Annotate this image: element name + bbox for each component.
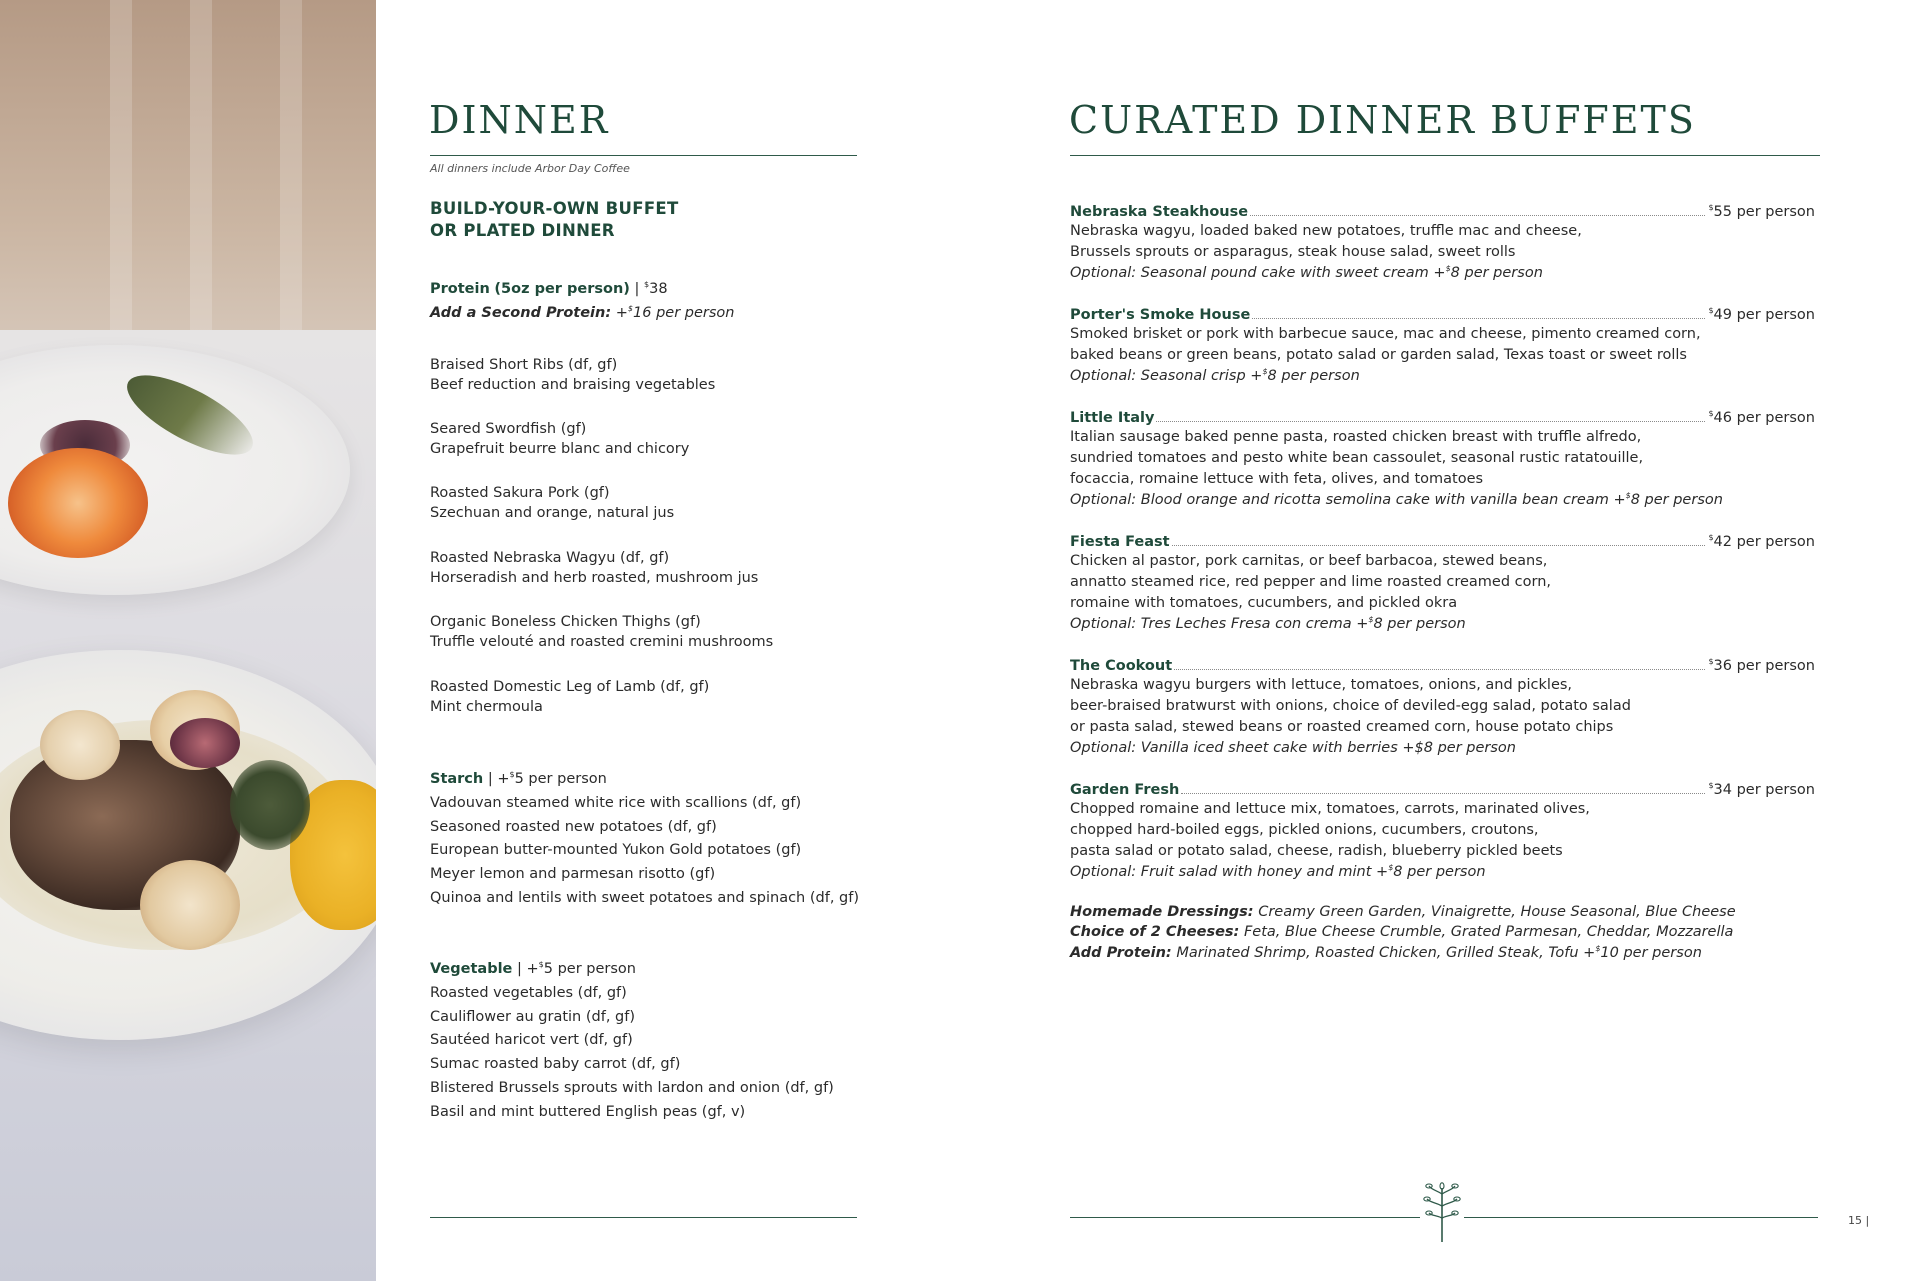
leader-dots xyxy=(1181,793,1705,794)
vegetable-label: Vegetable xyxy=(430,961,513,977)
buffet-description-line: or pasta salad, stewed beans or roasted creamed corn, house potato chips xyxy=(1070,719,1614,735)
buffet-name: Fiesta Feast xyxy=(1070,534,1170,550)
leader-dots xyxy=(1174,669,1705,670)
separator: | xyxy=(517,961,522,977)
heading-rule xyxy=(1070,155,1820,156)
buffet-optional-line xyxy=(1070,738,1516,760)
buffet-description-line: sundried tomatoes and pesto white bean cassoulet, seasonal rustic ratatouille, xyxy=(1070,450,1644,466)
build-title-line-1: BUILD-YOUR-OWN BUFFET xyxy=(430,199,679,218)
buffet-price-value: 49 per person xyxy=(1713,307,1815,323)
buffet-description-line: beer-braised bratwurst with onions, choice of deviled-egg salad, potato salad xyxy=(1070,698,1631,714)
protein-item-desc: Szechuan and orange, natural jus xyxy=(430,505,675,521)
second-protein-price: 16 per person xyxy=(633,305,735,321)
currency-sup: $ xyxy=(627,304,634,313)
buffet-header xyxy=(1070,530,1815,550)
vegetable-item: Sumac roasted baby carrot (df, gf) xyxy=(430,1056,681,1072)
buffet-price-value: 55 per person xyxy=(1713,204,1815,220)
vegetable-item: Roasted vegetables (df, gf) xyxy=(430,985,627,1001)
buffet-name: Little Italy xyxy=(1070,410,1155,426)
optional-text: Optional: Seasonal crisp + xyxy=(1070,368,1263,384)
leader-dots xyxy=(1252,318,1705,319)
second-protein-label: Add a Second Protein: xyxy=(430,305,612,321)
starch-item: Vadouvan steamed white rice with scallions (df, gf) xyxy=(430,795,802,811)
currency-sup: $ xyxy=(1708,781,1714,790)
buffet-header xyxy=(1070,654,1815,674)
protein-label: Protein xyxy=(430,281,490,297)
starch-header xyxy=(430,769,607,791)
second-protein-line xyxy=(430,303,734,325)
currency-sup: $ xyxy=(538,960,544,969)
buffet-optional-line xyxy=(1070,366,1360,388)
protein-item-name: Roasted Domestic Leg of Lamb (df, gf) xyxy=(430,679,710,695)
separator: | xyxy=(634,281,640,297)
leader-dots xyxy=(1250,215,1705,216)
curated-buffets-heading: CURATED DINNER BUFFETS xyxy=(1069,98,1696,142)
buffet-price xyxy=(1708,204,1815,220)
optional-price: 8 per person xyxy=(1630,492,1723,508)
currency-sup: $ xyxy=(1708,409,1714,418)
protein-item-desc: Truffle velouté and roasted cremini mushrooms xyxy=(430,634,774,650)
buffet-optional-line xyxy=(1070,490,1723,512)
buffet-description-line: Chopped romaine and lettuce mix, tomatoes, carrots, marinated olives, xyxy=(1070,801,1590,817)
optional-text: Optional: Blood orange and ricotta semolina cake with vanilla bean cream + xyxy=(1070,492,1626,508)
optional-price: 8 per person xyxy=(1393,864,1486,880)
buffet-description-line: Smoked brisket or pork with barbecue sauce, mac and cheese, pimento creamed corn, xyxy=(1070,326,1701,342)
starch-item: Meyer lemon and parmesan risotto (gf) xyxy=(430,866,716,882)
buffet-price xyxy=(1708,410,1815,426)
dressings-text: Creamy Green Garden, Vinaigrette, House Seasonal, Blue Cheese xyxy=(1258,904,1736,920)
buffet-price xyxy=(1708,534,1815,550)
optional-price: 8 per person xyxy=(1450,265,1543,281)
vegetable-item: Cauliflower au gratin (df, gf) xyxy=(430,1009,636,1025)
cheeses-line xyxy=(1070,922,1733,942)
buffet-description-line: Nebraska wagyu burgers with lettuce, tomatoes, onions, and pickles, xyxy=(1070,677,1573,693)
buffet-description-line: Nebraska wagyu, loaded baked new potatoes, truffle mac and cheese, xyxy=(1070,223,1582,239)
vegetable-item: Sautéed haricot vert (df, gf) xyxy=(430,1032,633,1048)
optional-price: 8 per person xyxy=(1267,368,1360,384)
dressings-line xyxy=(1070,902,1736,922)
currency-sup: $ xyxy=(1595,944,1601,953)
buffet-name: Garden Fresh xyxy=(1070,782,1180,798)
footer-rule-left xyxy=(430,1217,857,1218)
buffet-header xyxy=(1070,200,1815,220)
vegetable-item: Basil and mint buttered English peas (gf, v) xyxy=(430,1104,746,1120)
buffet-description-line: baked beans or green beans, potato salad or garden salad, Texas toast or sweet rolls xyxy=(1070,347,1687,363)
currency-sup: $ xyxy=(1625,491,1631,500)
build-your-own-title xyxy=(430,198,679,242)
add-protein-label: Add Protein: xyxy=(1070,945,1172,961)
heading-rule xyxy=(430,155,857,156)
buffet-price-value: 36 per person xyxy=(1713,658,1815,674)
protein-item-name: Roasted Sakura Pork (gf) xyxy=(430,485,610,501)
optional-text: Optional: Tres Leches Fresa con crema + xyxy=(1070,616,1369,632)
buffet-price xyxy=(1708,782,1815,798)
currency-sup: $ xyxy=(1708,533,1714,542)
buffet-description-line: focaccia, romaine lettuce with feta, olives, and tomatoes xyxy=(1070,471,1484,487)
food-photo xyxy=(0,0,376,1281)
add-protein-line xyxy=(1070,943,1702,965)
vegetable-price: 5 per person xyxy=(543,961,636,977)
currency-sup: $ xyxy=(644,280,650,289)
leader-dots xyxy=(1156,421,1705,422)
buffet-name: Porter's Smoke House xyxy=(1070,307,1251,323)
buffet-description-line: romaine with tomatoes, cucumbers, and pickled okra xyxy=(1070,595,1458,611)
currency-sup: $ xyxy=(1368,615,1374,624)
buffet-name: The Cookout xyxy=(1070,658,1173,674)
cheeses-text: Feta, Blue Cheese Crumble, Grated Parmesan, Cheddar, Mozzarella xyxy=(1243,924,1734,940)
vegetable-header xyxy=(430,959,636,981)
add-protein-text: Marinated Shrimp, Roasted Chicken, Grilled Steak, Tofu + xyxy=(1176,945,1596,961)
protein-item-name: Roasted Nebraska Wagyu (df, gf) xyxy=(430,550,670,566)
starch-item: European butter-mounted Yukon Gold potatoes (gf) xyxy=(430,842,802,858)
buffet-price xyxy=(1708,307,1815,323)
herb-sprig-icon xyxy=(1420,1180,1464,1244)
price-prefix: + xyxy=(497,771,510,787)
currency-sup: $ xyxy=(1708,306,1714,315)
buffet-description-line: chopped hard-boiled eggs, pickled onions, cucumbers, croutons, xyxy=(1070,822,1539,838)
starch-price: 5 per person xyxy=(514,771,607,787)
starch-label: Starch xyxy=(430,771,484,787)
protein-item-desc: Horseradish and herb roasted, mushroom jus xyxy=(430,570,759,586)
optional-text: Optional: Vanilla iced sheet cake with berries +$8 per person xyxy=(1070,740,1516,756)
buffet-price-value: 34 per person xyxy=(1713,782,1815,798)
buffet-price-value: 42 per person xyxy=(1713,534,1815,550)
currency-sup: $ xyxy=(1708,203,1714,212)
protein-header xyxy=(430,279,668,301)
protein-item-desc: Beef reduction and braising vegetables xyxy=(430,377,716,393)
buffet-description-line: Brussels sprouts or asparagus, steak house salad, sweet rolls xyxy=(1070,244,1516,260)
currency-sup: $ xyxy=(1708,657,1714,666)
dressings-label: Homemade Dressings: xyxy=(1070,904,1254,920)
buffet-description-line: annatto steamed rice, red pepper and lime roasted creamed corn, xyxy=(1070,574,1552,590)
page-number: 15 | xyxy=(1848,1214,1870,1227)
buffet-header xyxy=(1070,406,1815,426)
protein-item-name: Seared Swordfish (gf) xyxy=(430,421,587,437)
buffet-header xyxy=(1070,303,1815,323)
starch-item: Seasoned roasted new potatoes (df, gf) xyxy=(430,819,717,835)
optional-text: Optional: Fruit salad with honey and mint + xyxy=(1070,864,1389,880)
optional-text: Optional: Seasonal pound cake with sweet cream + xyxy=(1070,265,1446,281)
dinner-subtitle: All dinners include Arbor Day Coffee xyxy=(430,162,630,175)
protein-item-desc: Mint chermoula xyxy=(430,699,543,715)
separator: | xyxy=(487,771,493,787)
protein-item-desc: Grapefruit beurre blanc and chicory xyxy=(430,441,690,457)
buffet-price-value: 46 per person xyxy=(1713,410,1815,426)
currency-sup: $ xyxy=(1262,367,1268,376)
starch-item: Quinoa and lentils with sweet potatoes and spinach (df, gf) xyxy=(430,890,860,906)
protein-price: 38 xyxy=(649,281,668,297)
currency-sup: $ xyxy=(1445,264,1451,273)
currency-sup: $ xyxy=(1388,863,1394,872)
cheeses-label: Choice of 2 Cheeses: xyxy=(1070,924,1240,940)
protein-item-name: Braised Short Ribs (df, gf) xyxy=(430,357,618,373)
buffet-price xyxy=(1708,658,1815,674)
buffet-description-line: Italian sausage baked penne pasta, roasted chicken breast with truffle alfredo, xyxy=(1070,429,1642,445)
protein-qty: (5oz per person) xyxy=(494,281,630,297)
currency-sup: $ xyxy=(509,770,515,779)
buffet-description-line: Chicken al pastor, pork carnitas, or beef barbacoa, stewed beans, xyxy=(1070,553,1548,569)
second-protein-prefix: + xyxy=(615,305,628,321)
dinner-heading: DINNER xyxy=(429,98,610,142)
buffet-description-line: pasta salad or potato salad, cheese, radish, blueberry pickled beets xyxy=(1070,843,1563,859)
vegetable-item: Blistered Brussels sprouts with lardon and onion (df, gf) xyxy=(430,1080,834,1096)
protein-item-name: Organic Boneless Chicken Thighs (gf) xyxy=(430,614,701,630)
buffet-optional-line xyxy=(1070,862,1486,884)
add-protein-price: 10 per person xyxy=(1600,945,1702,961)
price-prefix: + xyxy=(526,961,539,977)
buffet-name: Nebraska Steakhouse xyxy=(1070,204,1249,220)
buffet-optional-line xyxy=(1070,614,1466,636)
buffet-header xyxy=(1070,778,1815,798)
optional-price: 8 per person xyxy=(1373,616,1466,632)
buffet-optional-line xyxy=(1070,263,1543,285)
leader-dots xyxy=(1172,545,1706,546)
build-title-line-2: OR PLATED DINNER xyxy=(430,221,615,240)
